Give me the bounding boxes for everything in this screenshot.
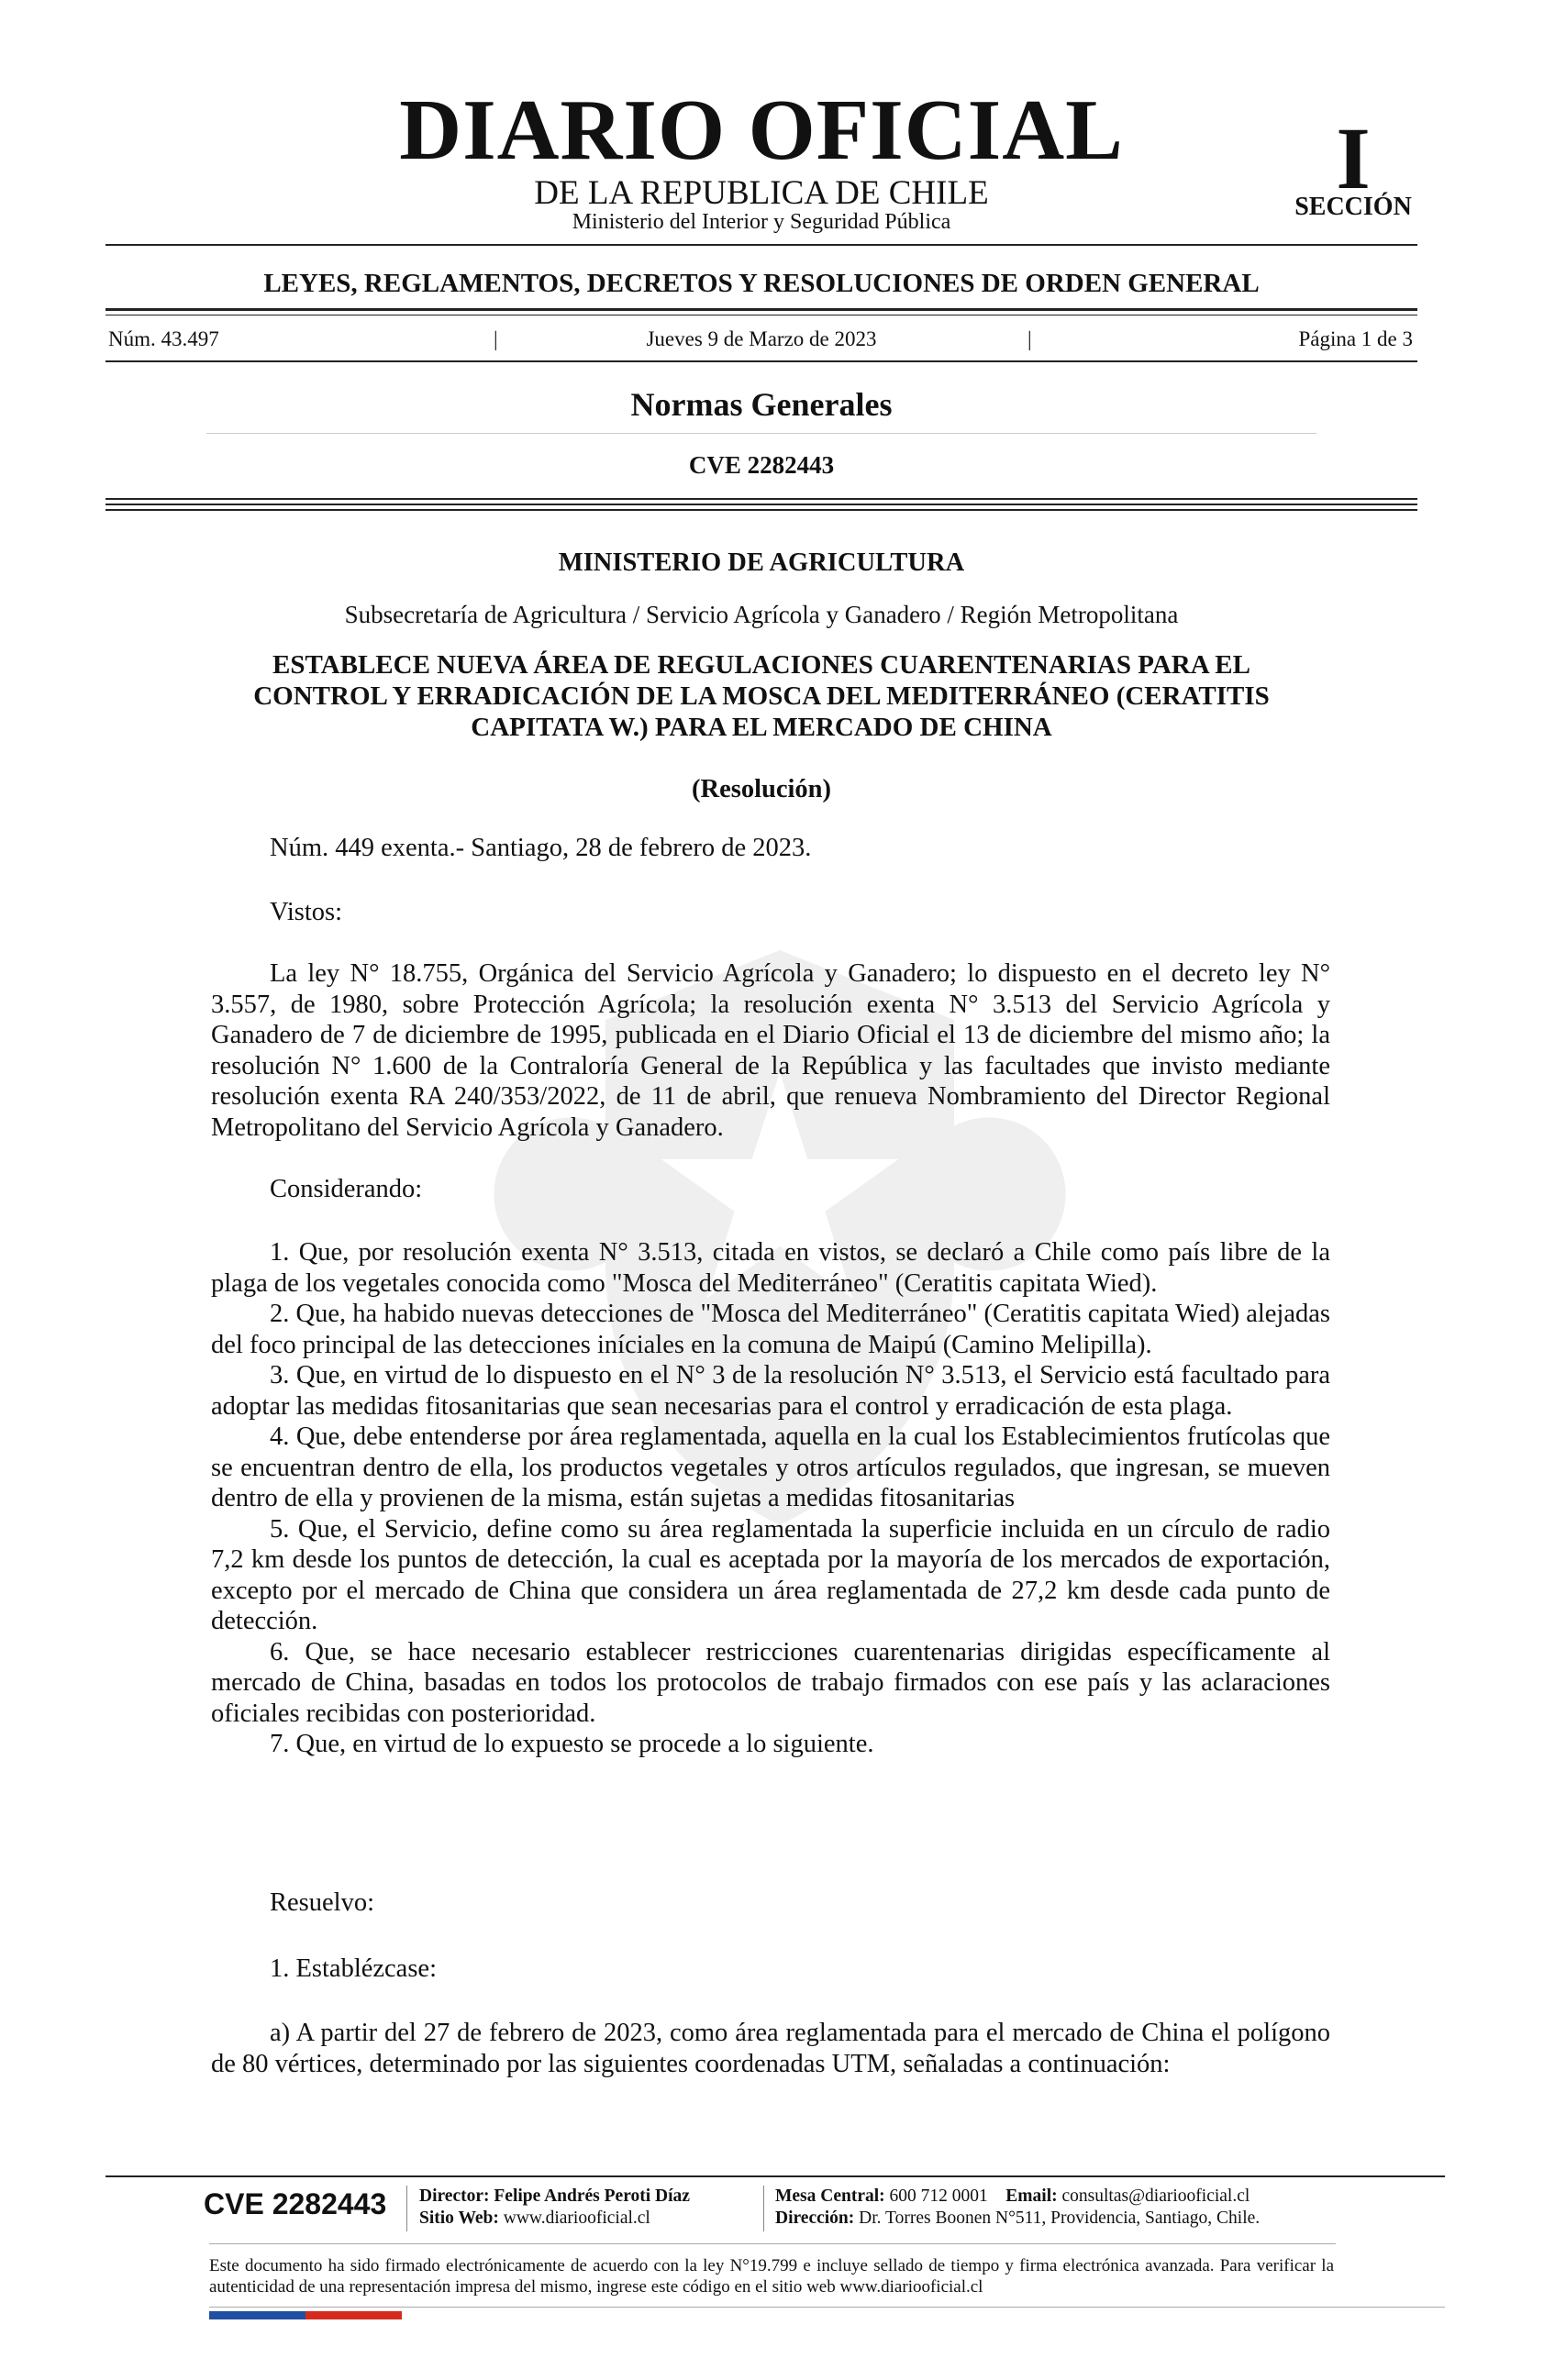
considerando-item: 3. Que, en virtud de lo dispuesto en el N° 3 de la resolución N° 3.513, el Servicio está facultado para adoptar las medidas fitosanitarias que sean necesarias para el control y erradicación de esta plaga. bbox=[211, 1361, 1330, 1421]
web-label: Sitio Web: bbox=[419, 2208, 499, 2228]
footer-rule-top bbox=[106, 2175, 1445, 2177]
masthead-rule-top bbox=[106, 244, 1417, 246]
footer-cve-code: CVE 2282443 bbox=[204, 2187, 387, 2220]
item-a-paragraph bbox=[211, 2018, 1330, 2079]
direccion-value: Dr. Torres Boonen N°511, Providencia, Santiago, Chile. bbox=[859, 2208, 1261, 2228]
item-a-text: a) A partir del 27 de febrero de 2023, como área reglamentada para el mercado de China el polígono de 80 vértices, determinado por las siguientes coordenadas UTM, señaladas a continuación: bbox=[211, 2019, 1330, 2078]
vistos-text: La ley N° 18.755, Orgánica del Servicio Agrícola y Ganadero; lo dispuesto en el decreto ley N° 3.557, de 1980, sobre Protección Agrícola; la resolución exenta N° 3.513 del Servicio Agrícola y Ganadero de 7 de diciembre de 1995, publicada en el Diario Oficial el 13 de diciembre del mismo año; la resolución N° 1.600 de la Contraloría General de la República y las facultades que invisto mediante resolución exenta RA 240/353/2022, de 11 de abril, que renueva Nombramiento del Director Regional Metropolitano del Servicio Agrícola y Ganadero. bbox=[211, 959, 1330, 1142]
masthead-title: DIARIO OFICIAL bbox=[399, 83, 1124, 178]
issue-number: Núm. 43.497 bbox=[108, 327, 219, 350]
considerando-item: 5. Que, el Servicio, define como su área reglamentada la superficie incluida en un círculo de radio 7,2 km desde los puntos de detección, la cual es aceptada por la mayoría de los mercados de exportación, excepto por el mercado de China que considera un área reglamentada de 27,2 km desde cada punto de detección. bbox=[211, 1514, 1330, 1635]
section-label: SECCIÓN bbox=[1294, 193, 1412, 221]
document-title: ESTABLECE NUEVA ÁREA DE REGULACIONES CUARENTENARIAS PARA EL CONTROL Y ERRADICACIÓN DE LA MOSCA DEL MEDITERRÁNEO (CERATITIS CAPITATA W.) PARA EL MERCADO DE CHINA bbox=[253, 650, 1270, 742]
considerando-label: Considerando: bbox=[270, 1175, 423, 1203]
footer-rule-bottom bbox=[209, 2307, 1445, 2308]
vistos-label: Vistos: bbox=[270, 898, 343, 926]
mesa-label: Mesa Central: bbox=[775, 2186, 885, 2206]
section-title-rule bbox=[206, 433, 1316, 434]
mesa-value: 600 712 0001 bbox=[889, 2186, 988, 2206]
cve-code: CVE 2282443 bbox=[688, 451, 835, 479]
footer-rule-mid bbox=[209, 2243, 1336, 2244]
section-title: Normas Generales bbox=[630, 386, 893, 423]
establezcase-label: 1. Establézcase: bbox=[270, 1954, 437, 1983]
issue-date: Jueves 9 de Marzo de 2023 bbox=[646, 327, 877, 350]
masthead-subtitle: DE LA REPUBLICA DE CHILE bbox=[534, 174, 989, 212]
considerando-item: 7. Que, en virtud de lo expuesto se procede a lo siguiente. bbox=[270, 1730, 874, 1758]
considerandos-list bbox=[211, 1237, 1330, 1760]
resuelvo-label: Resuelvo: bbox=[270, 1888, 374, 1917]
document-ministry: MINISTERIO DE AGRICULTURA bbox=[558, 548, 965, 577]
email-link[interactable]: consultas@diariooficial.cl bbox=[1061, 2186, 1250, 2206]
flag-stripe-blue bbox=[209, 2311, 305, 2319]
footer-director-block bbox=[419, 2186, 690, 2230]
cve-rule-2 bbox=[106, 504, 1417, 505]
issue-separator-right: | bbox=[1027, 327, 1032, 350]
web-link[interactable]: www.diariooficial.cl bbox=[503, 2208, 650, 2228]
issue-rule bbox=[106, 360, 1417, 362]
section-number: I bbox=[1336, 109, 1371, 207]
cve-rule-3 bbox=[106, 509, 1417, 511]
issue-page: Página 1 de 3 bbox=[1298, 327, 1413, 350]
considerando-item: 6. Que, se hace necesario establecer restricciones cuarentenarias dirigidas específicamente al mercado de China, basadas en todos los protocolos de trabajo firmados con ese país y las aclaraciones oficiales recibidas con posterioridad. bbox=[211, 1637, 1330, 1728]
footer-divider-1 bbox=[406, 2186, 407, 2231]
document-subsecretaria: Subsecretaría de Agricultura / Servicio Agrícola y Ganadero / Región Metropolitana bbox=[344, 601, 1179, 628]
considerando-item: 2. Que, ha habido nuevas detecciones de "Mosca del Mediterráneo" (Ceratitis capitata Wied) alejadas del foco principal de las detecciones iníciales en la comuna de Maipú (Camino Melipilla). bbox=[211, 1300, 1330, 1359]
legal-notice: Este documento ha sido firmado electrónicamente de acuerdo con la ley N°19.799 e incluye sellado de tiempo y firma electrónica avanzada. Para verificar la autenticidad de una representación impresa del mismo, ingrese este código en el sitio web www.diariooficial.cl bbox=[209, 2256, 1334, 2297]
banner-rule-1 bbox=[106, 308, 1417, 311]
direccion-label: Dirección: bbox=[775, 2208, 855, 2228]
banner-title: LEYES, REGLAMENTOS, DECRETOS Y RESOLUCIONES DE ORDEN GENERAL bbox=[263, 269, 1260, 298]
issue-separator-left: | bbox=[494, 327, 498, 350]
cve-rule-1 bbox=[106, 498, 1417, 500]
email-label: Email: bbox=[1005, 2186, 1058, 2206]
flag-stripe-red bbox=[305, 2311, 402, 2319]
director-label: Director: bbox=[419, 2186, 490, 2206]
footer-divider-2 bbox=[763, 2186, 764, 2231]
vistos-paragraph bbox=[211, 958, 1330, 1143]
considerando-item: 4. Que, debe entenderse por área reglamentada, aquella en la cual los Establecimientos frutícolas que se encuentran dentro de ella, los productos vegetales y otros artículos regulados, que ingresan, se mueven dentro de ella y provienen de la misma, están sujetas a medidas fitosanitarias bbox=[211, 1422, 1330, 1512]
footer-contact-block bbox=[775, 2186, 1260, 2230]
resolution-number-line: Núm. 449 exenta.- Santiago, 28 de febrero de 2023. bbox=[270, 834, 812, 862]
document-type: (Resolución) bbox=[692, 775, 831, 803]
masthead-ministry: Ministerio del Interior y Seguridad Pública bbox=[572, 210, 951, 234]
considerando-item: 1. Que, por resolución exenta N° 3.513, citada en vistos, se declaró a Chile como país libre de la plaga de los vegetales conocida como "Mosca del Mediterráneo" (Ceratitis capitata Wied). bbox=[211, 1238, 1330, 1298]
director-name: Felipe Andrés Peroti Díaz bbox=[494, 2186, 690, 2206]
